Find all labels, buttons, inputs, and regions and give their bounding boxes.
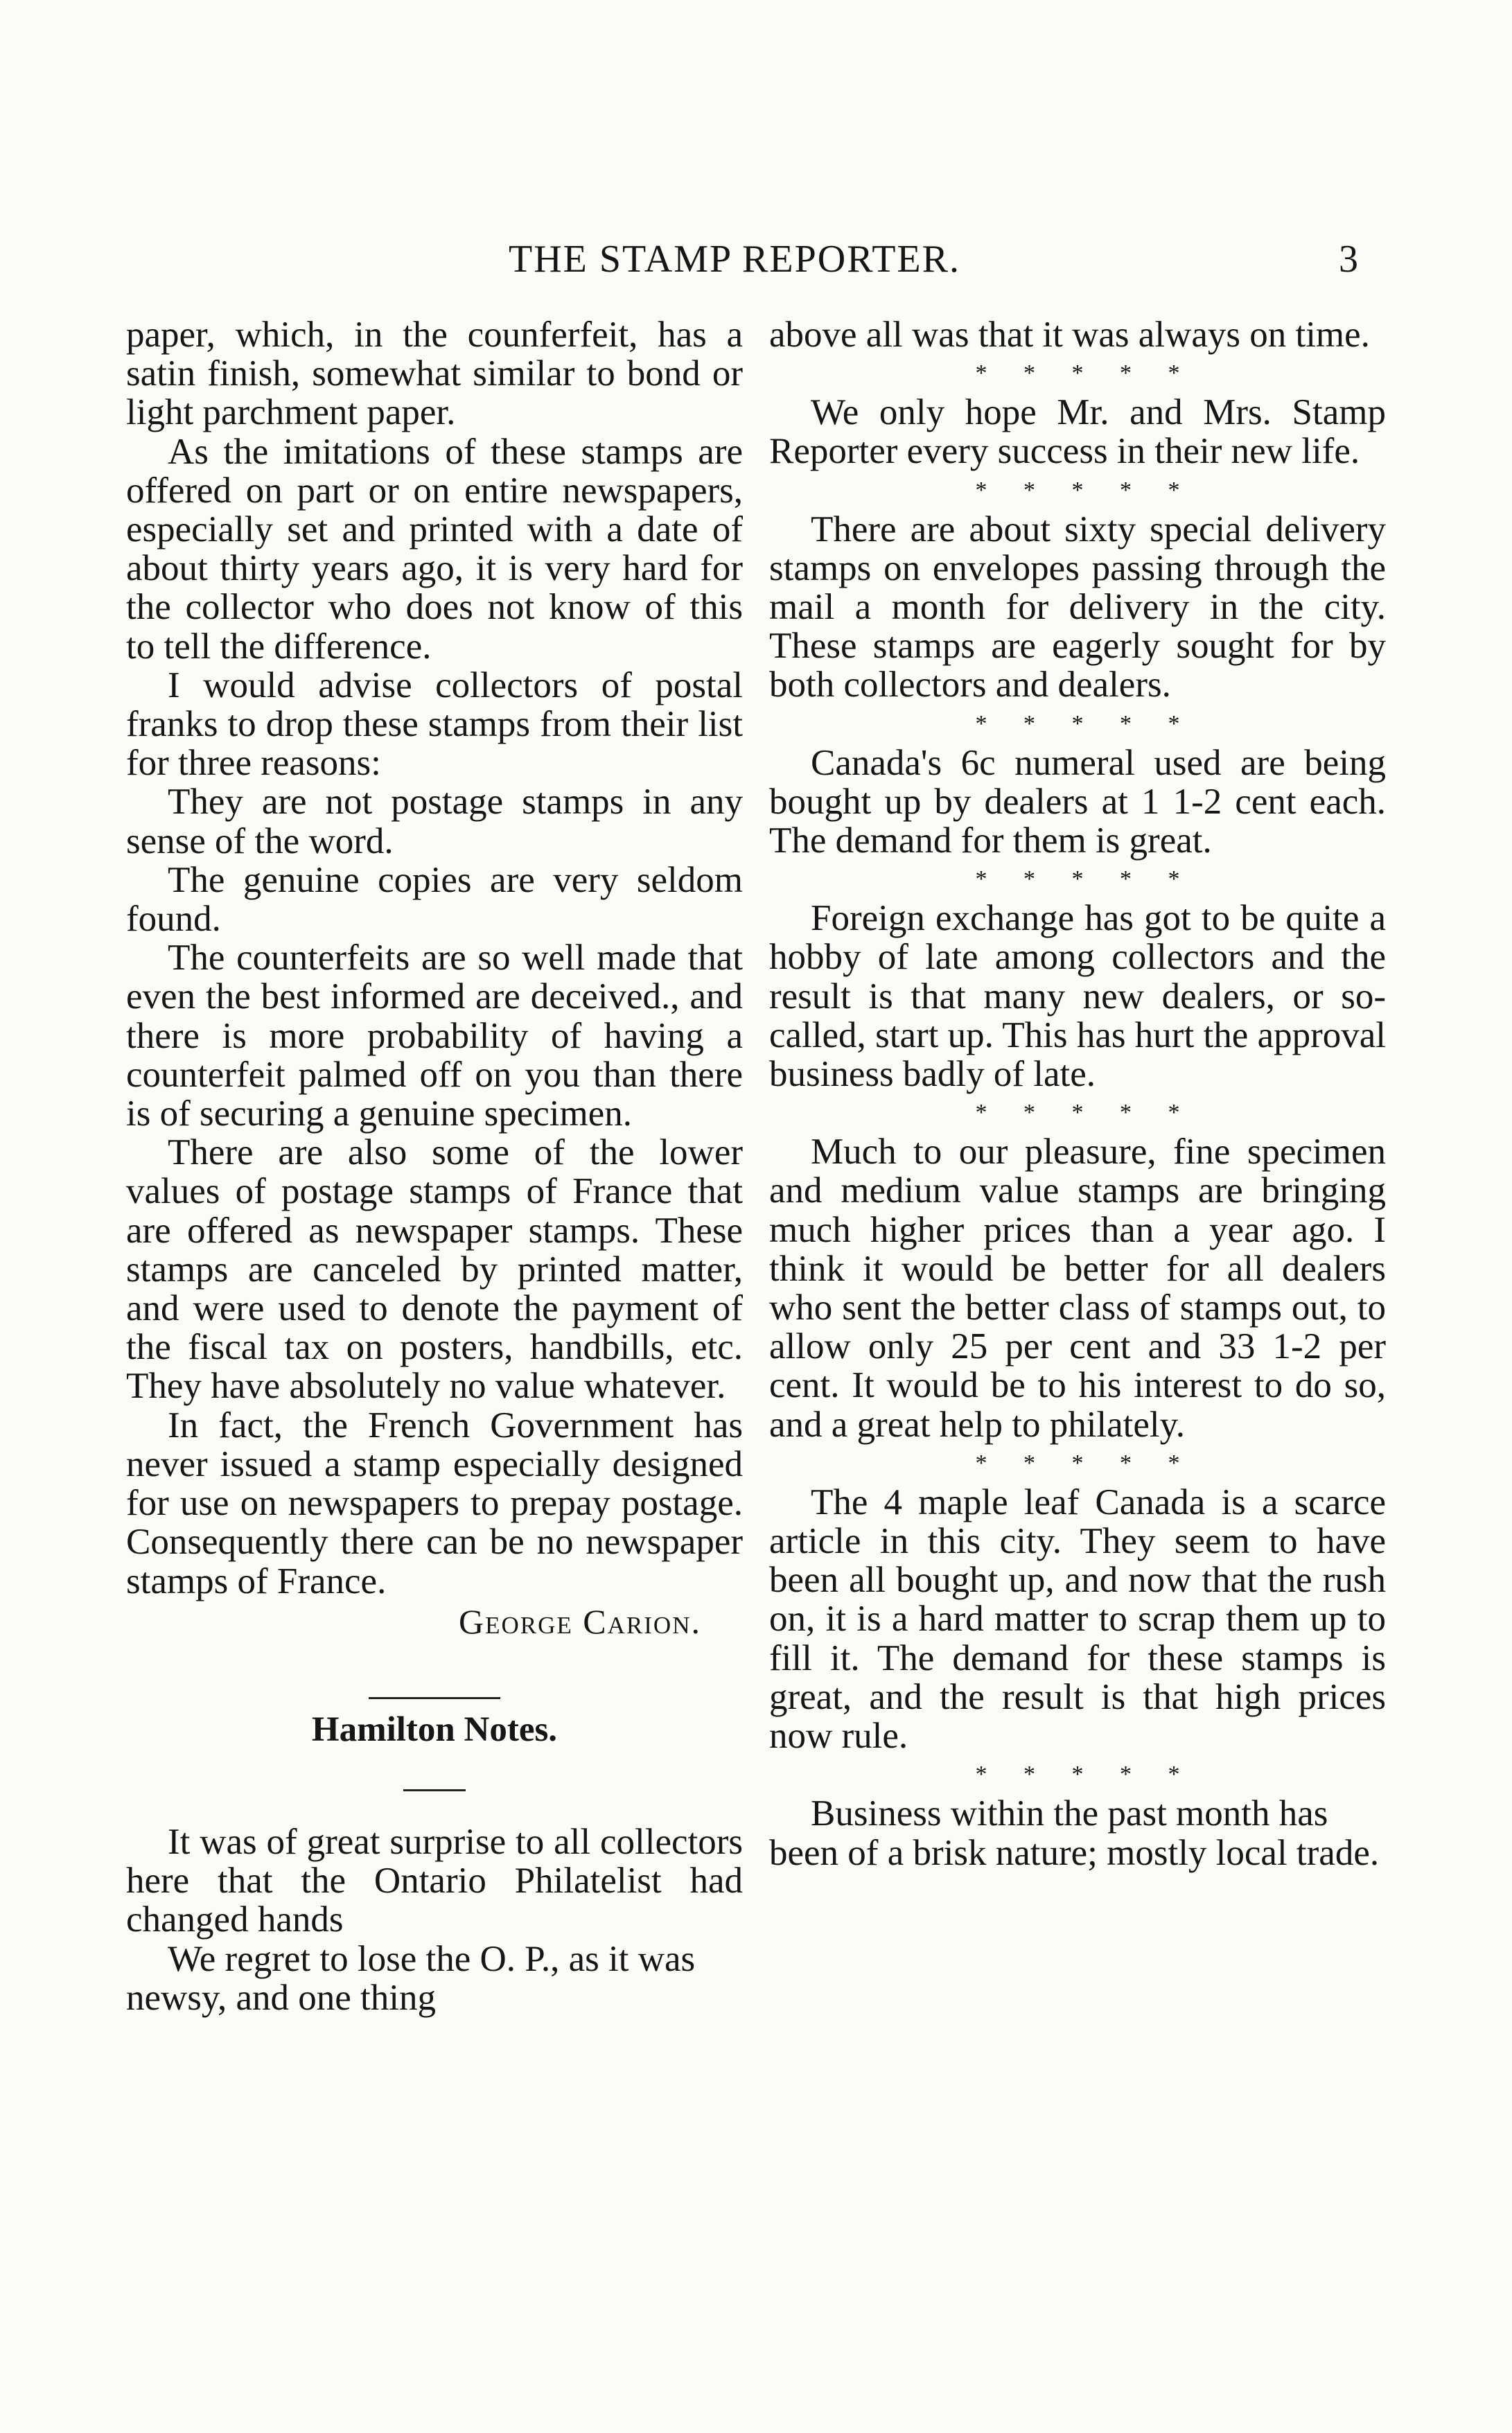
paragraph: We regret to lose the O. P., as it was newsy, and one thing: [126, 1938, 696, 2018]
paragraph: As the imitations of these stamps are offered on part or on entire newspapers, especially set and printed with a date of about thirty years ago, it is very hard for the collector who does not know of this to tell the difference.: [126, 431, 743, 667]
right-column: [769, 315, 1386, 1872]
left-column: [126, 315, 743, 2017]
paragraph: The 4 maple leaf Canada is a scarce article in this city. They seem to have been all bought up, and now that the rush on, it is a hard matter to scrap them up to fill it. The demand for these stamps is great, and the result is that high prices now rule.: [769, 1482, 1386, 1757]
author-signature: George Carion.: [459, 1601, 701, 1641]
paragraph: It was of great surprise to all collectors here that the Ontario Philatelist had changed hands: [126, 1821, 743, 1940]
asterisk-separator: * * * * *: [975, 1762, 1195, 1788]
paragraph: paper, which, in the counferfeit, has a satin finish, somewhat similar to bond or light parchment paper.: [126, 315, 743, 433]
paragraph: The counterfeits are so well made that even the best informed are deceived., and there is more probability of having a counterfeit palmed off on you than there is of securing a genuine specimen.: [126, 938, 743, 1134]
asterisk-separator: * * * * *: [975, 1100, 1195, 1126]
paragraph: Business within the past month has been of a brisk nature; mostly local trade.: [769, 1793, 1380, 1873]
asterisk-separator: * * * * *: [975, 710, 1195, 737]
divider-rule: [369, 1697, 500, 1699]
heading-rule: [126, 1760, 743, 1799]
asterisk-separator: * * * * *: [975, 866, 1195, 893]
paragraph: We only hope Mr. and Mrs. Stamp Reporter every success in their new life.: [769, 392, 1386, 472]
paragraph: Canada's 6c numeral used are being bought up by dealers at 1 1-2 cent each. The demand for them is great.: [769, 742, 1386, 861]
asterisk-separator: * * * * *: [975, 477, 1195, 503]
paragraph: In fact, the French Government has never issued a stamp especially designed for use on newspapers to prepay postage. Consequently there can be no newspaper stamps of France.: [126, 1405, 743, 1601]
running-header: [430, 237, 1358, 292]
paragraph: There are also some of the lower values of postage stamps of France that are offered as newspaper stamps. These stamps are canceled by printed matter, and were used to denote the payment of the fiscal tax on posters, handbills, etc. They have absolutely no value whatever.: [126, 1132, 743, 1407]
paragraph: They are not postage stamps in any sense of the word.: [126, 782, 743, 861]
paragraph: Foreign exchange has got to be quite a hobby of late among collectors and the result is that many new dealers, or so-called, start up. This has hurt the approval business badly of late.: [769, 898, 1386, 1095]
section-heading: Hamilton Notes.: [311, 1710, 558, 1749]
paragraph: Much to our pleasure, fine specimen and medium value stamps are bringing much higher prices than a year ago. I think it would be better for all dealers who sent the better class of stamps out, to allow only 25 per cent and 33 1-2 per cent. It would be to his interest to do so, and a great help to philately.: [769, 1132, 1386, 1445]
section-divider: [126, 1676, 743, 1689]
asterisk-separator: * * * * *: [975, 1450, 1195, 1476]
paragraph: There are about sixty special delivery stamps on envelopes passing through the mail a month for delivery in the city. These stamps are eagerly sought for by both collectors and dealers.: [769, 509, 1386, 705]
journal-title: THE STAMP REPORTER.: [509, 238, 960, 281]
page-number: 3: [1339, 238, 1358, 281]
paragraph: above all was that it was always on time.: [769, 315, 1370, 355]
asterisk-separator: * * * * *: [975, 360, 1195, 387]
paragraph: I would advise collectors of postal franks to drop these stamps from their list for three reasons:: [126, 665, 743, 784]
short-rule-line: [403, 1789, 466, 1791]
paragraph: The genuine copies are very seldom found.: [126, 859, 743, 940]
